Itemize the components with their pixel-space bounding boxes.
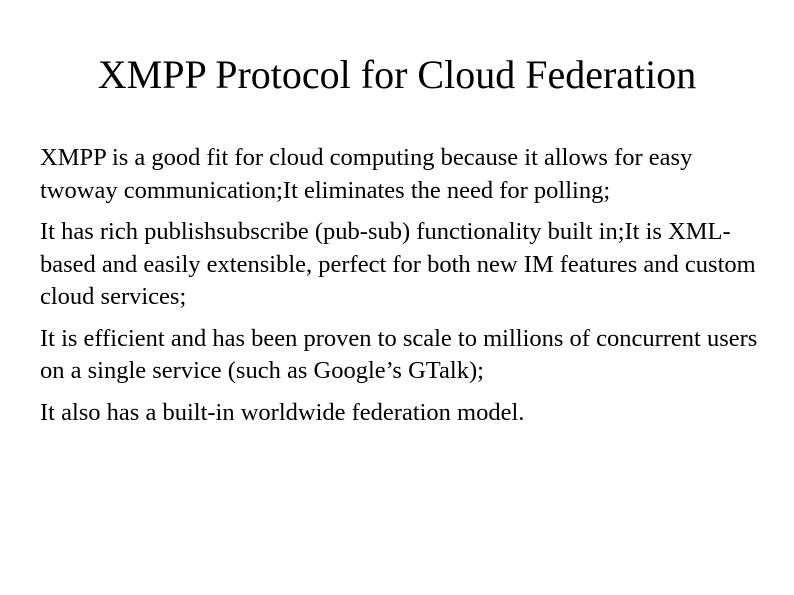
paragraph-efficiency: It is efficient and has been proven to scale to millions of concurrent users on a single service (such as Google’s GTalk);: [40, 324, 758, 384]
paragraph-pub-sub: It has rich publishsubscribe (pub-sub) functionality built in;It is XML-based and easily extensible, perfect for both new IM features and custom cloud services;: [40, 218, 756, 310]
slide-body: [40, 142, 760, 438]
paragraph-xmpp-fit: XMPP is a good fit for cloud computing because it allows for easy twoway communication;It eliminates the need for polling;: [40, 144, 693, 204]
slide-title: XMPP Protocol for Cloud Federation: [97, 52, 697, 97]
paragraph-federation-model: It also has a built-in worldwide federation model.: [40, 398, 525, 426]
